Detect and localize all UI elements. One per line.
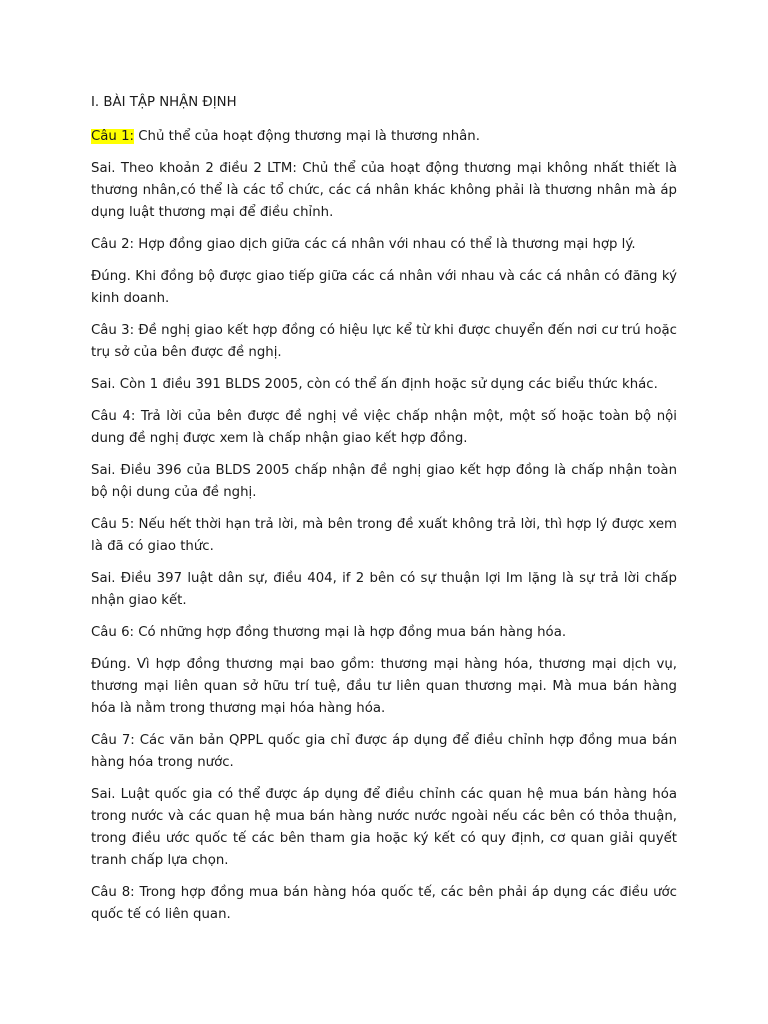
question-8: Câu 8: Trong hợp đồng mua bán hàng hóa quốc tế, các bên phải áp dụng các điều ước quốc tế có liên quan. [91,885,677,922]
question-1-text: Chủ thể của hoạt động thương mại là thương nhân. [134,129,480,144]
answer-1: Sai. Theo khoản 2 điều 2 LTM: Chủ thể của hoạt động thương mại không nhất thiết là thương nhân,có thể là các tổ chức, các cá nhân khác không phải là thương nhân mà áp dụng luật thương mại để điều chỉnh. [91,161,677,220]
question-2: Câu 2: Hợp đồng giao dịch giữa các cá nhân với nhau có thể là thương mại hợp lý. [91,237,636,252]
question-1 [91,126,677,148]
answer-7: Sai. Luật quốc gia có thể được áp dụng để điều chỉnh các quan hệ mua bán hàng hóa trong nước và các quan hệ mua bán hàng nước nước ngoài nếu các bên có thỏa thuận, trong điều ước quốc tế các bên tham gia hoặc ký kết có quy định, cơ quan giải quyết tranh chấp lựa chọn. [91,787,677,868]
answer-5: Sai. Điều 397 luật dân sự, điều 404, if 2 bên có sự thuận lợi Im lặng là sự trả lời chấp nhận giao kết. [91,571,677,608]
answer-6: Đúng. Vì hợp đồng thương mại bao gồm: thương mại hàng hóa, thương mại dịch vụ, thương mại liên quan sở hữu trí tuệ, đầu tư liên quan thương mại. Mà mua bán hàng hóa là nằm trong thương mại hóa hàng hóa. [91,657,677,716]
question-3: Câu 3: Đề nghị giao kết hợp đồng có hiệu lực kể từ khi được chuyển đến nơi cư trú hoặc trụ sở của bên được đề nghị. [91,323,677,360]
answer-3: Sai. Còn 1 điều 391 BLDS 2005, còn có thể ấn định hoặc sử dụng các biểu thức khác. [91,377,658,392]
question-6: Câu 6: Có những hợp đồng thương mại là hợp đồng mua bán hàng hóa. [91,625,567,640]
section-heading: I. BÀI TẬP NHẬN ĐỊNH [91,95,237,110]
answer-4: Sai. Điều 396 của BLDS 2005 chấp nhận đề nghị giao kết hợp đồng là chấp nhận toàn bộ nội dung của đề nghị. [91,463,677,500]
answer-2: Đúng. Khi đồng bộ được giao tiếp giữa các cá nhân với nhau và các cá nhân có đăng ký kinh doanh. [91,269,677,306]
question-1-label-highlight: Câu 1: [91,129,135,144]
question-5: Câu 5: Nếu hết thời hạn trả lời, mà bên trong đề xuất không trả lời, thì hợp lý được xem là đã có giao thức. [91,517,677,554]
question-7: Câu 7: Các văn bản QPPL quốc gia chỉ được áp dụng để điều chỉnh hợp đồng mua bán hàng hóa trong nước. [91,733,677,770]
question-4: Câu 4: Trả lời của bên được đề nghị về việc chấp nhận một, một số hoặc toàn bộ nội dung đề nghị được xem là chấp nhận giao kết hợp đồng. [91,409,677,446]
document-page [91,94,677,936]
